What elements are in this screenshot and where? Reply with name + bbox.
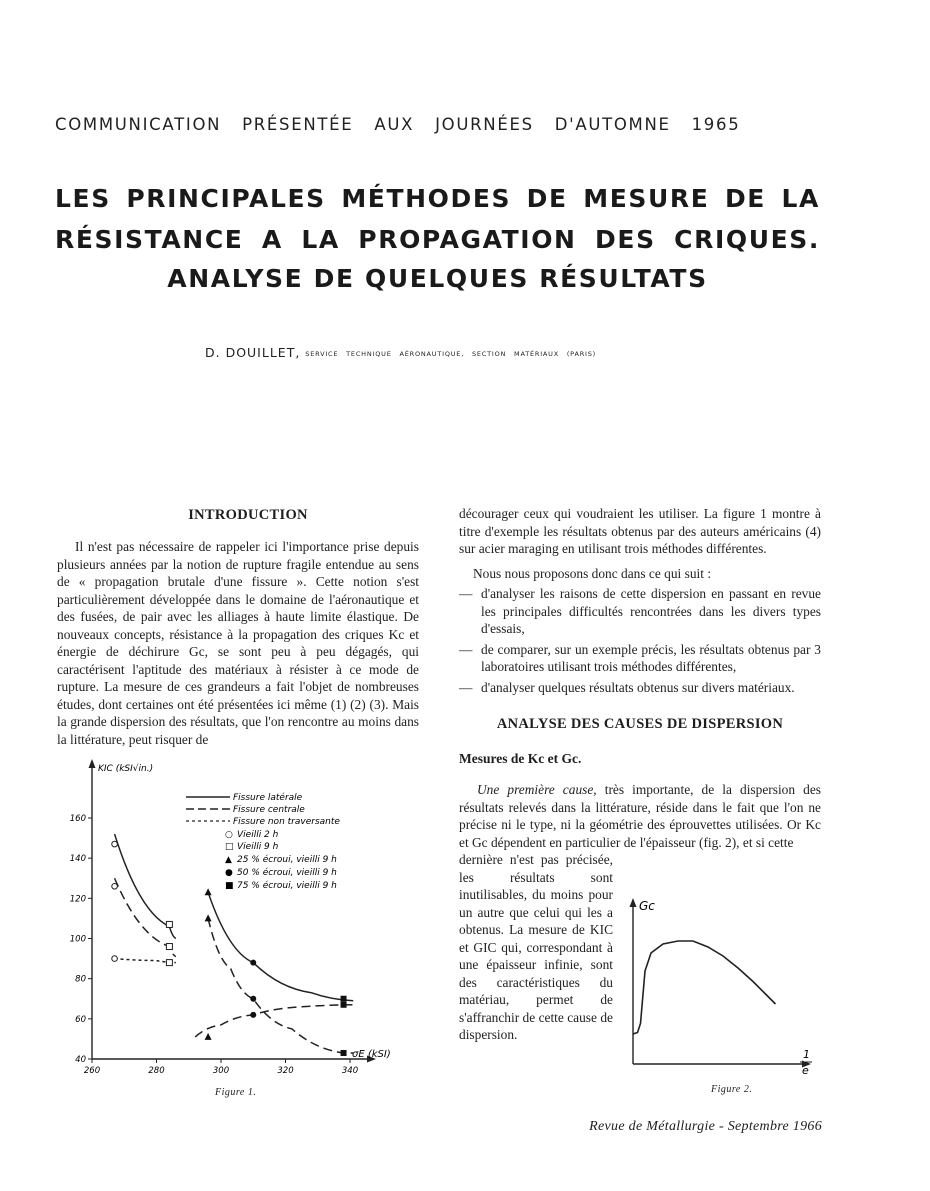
data-point-square-filled [341,996,347,1002]
figure-2-chart [625,892,825,1082]
x-tick-label: 340 [341,1066,359,1076]
list-dash: — [459,679,473,695]
figure-1-caption: Figure 1. [215,1087,257,1098]
data-point-square-open [166,944,172,950]
article-title-line-2: RÉSISTANCE A LA PROPAGATION DES CRIQUES. [55,225,820,254]
introduction-section [57,507,419,748]
x-tick-label: 300 [212,1066,230,1076]
journal-footer: Revue de Métallurgie - Septembre 1966 [589,1119,822,1134]
aims-list-item [459,585,821,638]
legend-label: 25 % écroui, vieilli 9 h [237,855,337,865]
legend-label: 75 % écroui, vieilli 9 h [237,881,337,891]
list-dash: — [459,641,473,657]
figure-2 [625,892,825,1102]
legend-label: Vieilli 2 h [237,830,279,840]
subheading-kc-gc: Mesures de Kc et Gc. [459,751,582,766]
figure-1-ylabel: KIC (kSI√in.) [98,764,154,774]
introduction-paragraph: Il n'est pas nécessaire de rappeler ici l'importance prise depuis plusieurs années par la notion de rupture fragile entendue au sens de « propagation brutale d'une fissure ». Cette notion s'est particulièrement développée dans le domaine de l'aéronautique et des fusées, de pair avec les alliages à haute limite élastique. De nouveaux concepts, résistance à la propagation des criques Kc et énergie de déchirure Gc, se sont peu à peu dégagés, qui caractérisent l'aptitude des matériaux à résister à ce mode de rupture. La mesure de ces grandeurs a fait l'objet de nombreuses études, dont certaines ont été présentées ici même (1) (2) (3). Mais la grande dispersion des résultats, que l'on rencontre au moins dans la littérature, peut risquer de [57,539,419,747]
dispersion-paragraph [459,781,821,851]
data-point-square-filled [341,1002,347,1008]
y-tick-label: 120 [69,894,86,905]
data-point-circle-filled [250,996,256,1002]
legend-label: 50 % écroui, vieilli 9 h [237,868,337,878]
figure-1-chart [40,757,425,1102]
figure-2-caption: Figure 2. [711,1084,753,1095]
series-line [208,892,353,1000]
y-tick-label: 100 [69,934,86,945]
legend-label: Fissure latérale [233,793,303,803]
figure-2-ylabel: Gc [639,899,655,913]
legend-symbol: ■ [225,881,234,891]
introduction-heading: INTRODUCTION [188,507,308,523]
figure-2-xlabel-denominator: e [802,1064,809,1077]
dispersion-text: très importante, de la dispersion des résultats relevés dans la littérature, réside dans le fait que l'on ne précise ni le type, ni la géométrie des éprouvettes utilisées. Or Kc et Gc dépendent en particulier de l'épaisseur (fig. 2), et si cette [459,782,821,850]
legend-symbol: ▲ [225,855,232,865]
series-line [195,1005,353,1037]
x-tick-label: 320 [277,1066,294,1076]
data-point-circle-open [112,883,118,889]
author-affiliation: SERVICE TECHNIQUE AÉRONAUTIQUE, SECTION MATÉRIAUX (PARIS) [305,350,597,358]
intro-continuation: décourager ceux qui voudraient les utiliser. La figure 1 montre à titre d'exemple les résultats obtenus par des auteurs américains (4) sur acier maraging en utilisant trois méthodes différentes. [459,506,821,556]
figure-1-y-arrow [89,759,96,768]
aims-list-item [459,641,821,676]
data-point-circle-filled [250,960,256,966]
data-point-square-open [166,921,172,927]
figure-1-legend [186,792,340,891]
series-line [208,918,353,1053]
y-tick-label: 40 [75,1055,86,1065]
data-point-triangle-filled [205,914,212,921]
x-tick-label: 260 [83,1066,101,1076]
y-tick-label: 60 [75,1014,86,1025]
y-tick-label: 80 [75,974,86,985]
aims-item-text: de comparer, sur un exemple précis, les résultats obtenus par 3 laboratoires utilisant trois méthodes différentes, [481,641,821,674]
data-point-square-open [166,960,172,966]
y-tick-label: 140 [69,854,86,865]
list-dash: — [459,586,473,601]
figure-2-curve [633,941,776,1034]
data-point-circle-open [112,956,118,962]
figure-2-y-arrow [630,898,637,907]
aims-intro: Nous nous proposons donc dans ce qui suit : [473,565,712,581]
data-point-triangle-filled [205,1033,212,1040]
dispersion-lead: Une première cause, [477,782,597,797]
legend-symbol: ○ [225,830,233,840]
legend-label: Fissure centrale [233,805,305,815]
data-point-circle-filled [250,1012,256,1018]
legend-label: Fissure non traversante [233,817,340,827]
legend-label: Vieilli 9 h [237,842,279,852]
data-point-circle-open [112,841,118,847]
author-line [205,345,596,360]
figure-2-xlabel-numerator: 1 [803,1048,810,1061]
dispersion-paragraph-narrow: dernière n'est pas précisée, les résultats sont inutilisables, du moins pour un autre que celui qui les a obtenus. La mesure de KIC et GIC qui, correspondant à une épaisseur infinie, sont des caractéristiques du matériau, permet de s'affranchir de cette cause de dispersion. [459,852,613,1042]
figure-1 [40,757,425,1102]
y-tick-label: 160 [69,814,86,824]
data-point-square-filled [341,1050,347,1056]
aims-list-item [459,679,821,697]
figure-1-xlabel: σE (kSI) [352,1049,391,1060]
article-title-line-3: ANALYSE DE QUELQUES RÉSULTATS [167,264,708,293]
author-name: D. DOUILLET, [205,345,301,360]
article-title-line-1: LES PRINCIPALES MÉTHODES DE MESURE DE LA [55,184,820,213]
x-tick-label: 280 [148,1066,165,1076]
legend-symbol: □ [225,842,234,852]
data-point-triangle-filled [205,888,212,895]
aims-item-text: d'analyser les raisons de cette dispersion en passant en revue les principales difficultés rencontrées dans les divers types d'essais, [481,586,821,636]
section-heading-dispersion: ANALYSE DES CAUSES DE DISPERSION [496,716,784,732]
aims-item-text: d'analyser quelques résultats obtenus sur divers matériaux. [481,679,795,695]
legend-symbol: ● [225,868,233,878]
conference-header: COMMUNICATION PRÉSENTÉE AUX JOURNÉES D'AUTOMNE 1965 [55,115,741,134]
